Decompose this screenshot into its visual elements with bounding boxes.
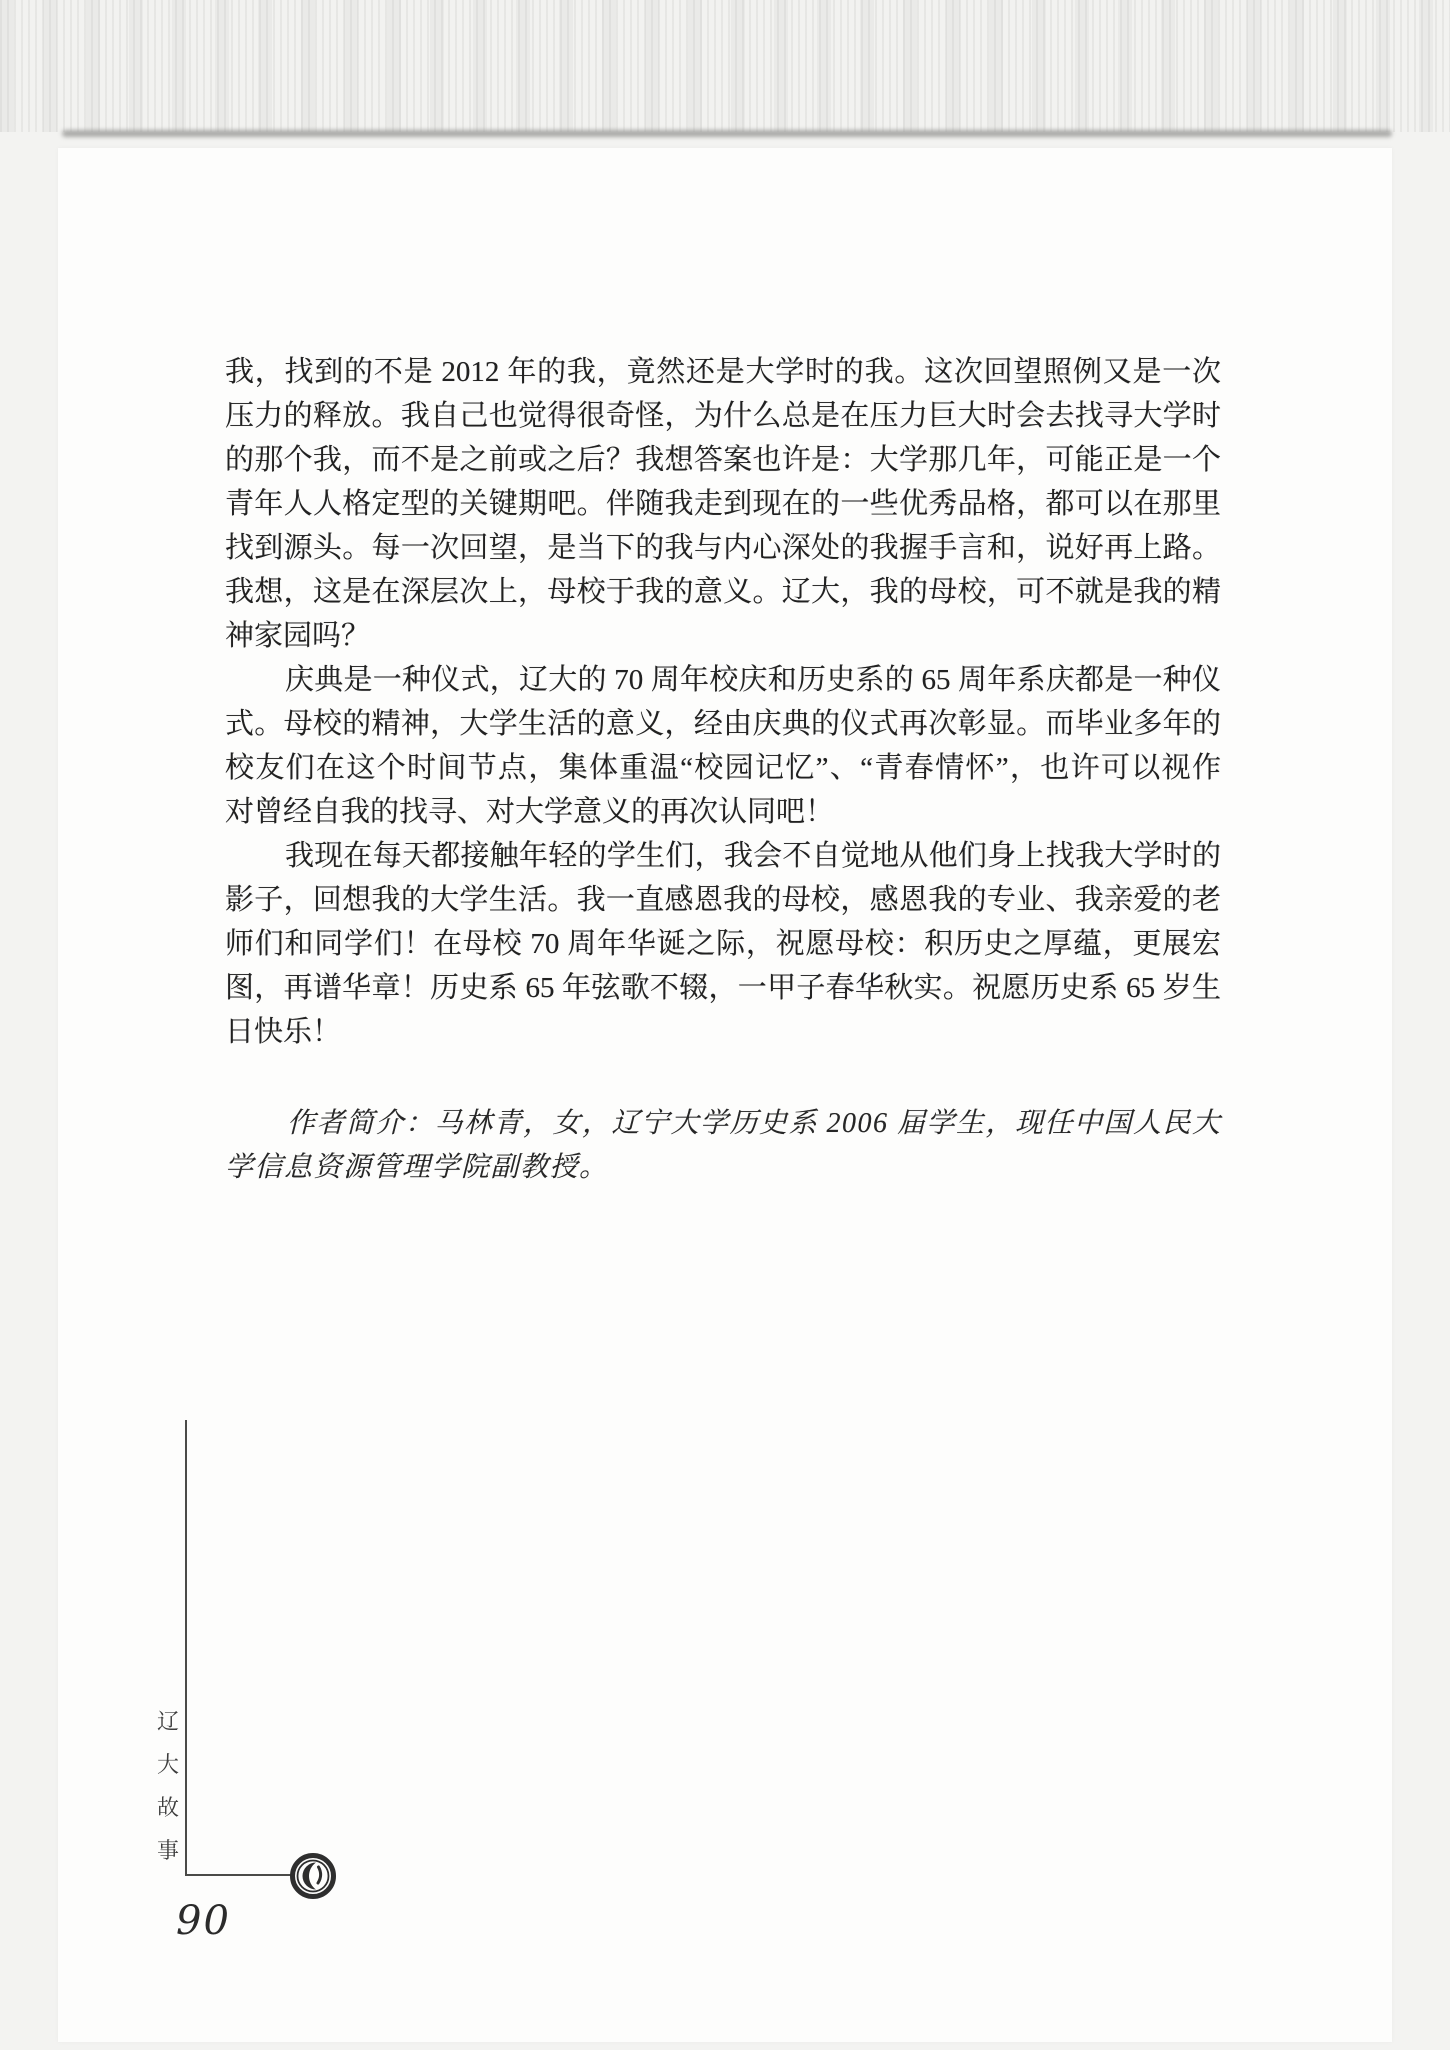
- sidebar-series-char: 事: [156, 1838, 179, 1863]
- sidebar-series-title: [153, 1700, 183, 1872]
- sidebar-series-char: 辽: [156, 1709, 179, 1734]
- text-line: 我现在每天都接触年轻的学生们，我会不自觉地从他们身上找我大学时的: [285, 840, 1221, 872]
- text-line: 压力的释放。我自己也觉得很奇怪，为什么总是在压力巨大时会去找寻大学时: [225, 400, 1221, 432]
- text-line: 找到源头。每一次回望，是当下的我与内心深处的我握手言和，说好再上路。: [225, 532, 1221, 564]
- scan-smudge-line: [62, 130, 1392, 137]
- sidebar-vertical-rule: [185, 1420, 187, 1876]
- author-bio-line: 作者简介：马林青，女，辽宁大学历史系 2006 届学生，现任中国人民大: [287, 1108, 1222, 1139]
- book-page: [58, 148, 1392, 2042]
- text-line: 我，找到的不是 2012 年的我，竟然还是大学时的我。这次回望照例又是一次: [225, 356, 1221, 388]
- text-line: 我想，这是在深层次上，母校于我的意义。辽大，我的母校，可不就是我的精: [225, 576, 1221, 608]
- text-line: 对曾经自我的找寻、对大学意义的再次认同吧！: [225, 796, 835, 828]
- publisher-logo-icon: [289, 1852, 337, 1900]
- sidebar-series-char: 大: [156, 1752, 179, 1777]
- sidebar-series-char: 故: [156, 1795, 179, 1820]
- text-line: 图，再谱华章！历史系 65 年弦歌不辍，一甲子春华秋实。祝愿历史系 65 岁生: [225, 972, 1221, 1004]
- text-line: 师们和同学们！在母校 70 周年华诞之际，祝愿母校：积历史之厚蕴，更展宏: [225, 928, 1221, 960]
- sidebar-horizontal-rule: [185, 1874, 293, 1876]
- text-line: 影子，回想我的大学生活。我一直感恩我的母校，感恩我的专业、我亲爱的老: [225, 884, 1221, 916]
- text-line: 式。母校的精神，大学生活的意义，经由庆典的仪式再次彰显。而毕业多年的: [225, 708, 1221, 740]
- author-bio-block: [225, 1102, 1221, 1190]
- text-line: 的那个我，而不是之前或之后？我想答案也许是：大学那几年，可能正是一个: [225, 444, 1221, 476]
- text-line: 日快乐！: [225, 1016, 342, 1048]
- text-line: 青年人人格定型的关键期吧。伴随我走到现在的一些优秀品格，都可以在那里: [225, 488, 1221, 520]
- main-text-block: [225, 350, 1221, 1054]
- page-number: 90: [176, 1898, 231, 1944]
- scan-top-band: [0, 0, 1450, 132]
- author-bio-line: 学信息资源管理学院副教授。: [225, 1152, 609, 1183]
- text-line: 庆典是一种仪式，辽大的 70 周年校庆和历史系的 65 周年系庆都是一种仪: [285, 664, 1221, 696]
- text-line: 校友们在这个时间节点，集体重温“校园记忆”、“青春情怀”，也许可以视作: [225, 752, 1221, 784]
- text-line: 神家园吗？: [225, 620, 371, 652]
